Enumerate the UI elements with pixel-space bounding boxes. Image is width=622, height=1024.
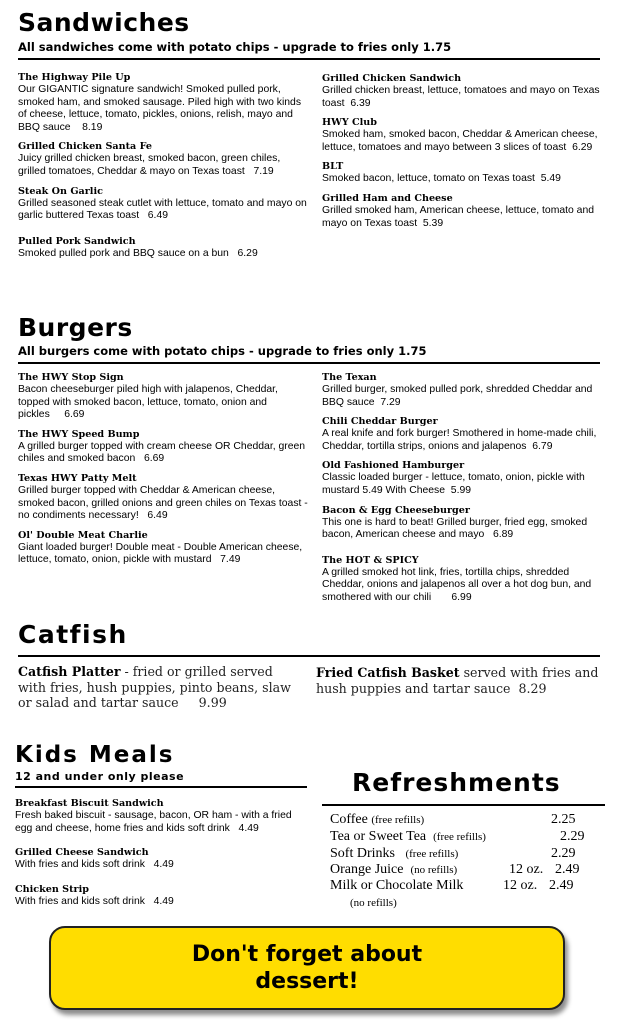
item-price: 8.19 bbox=[82, 121, 103, 133]
menu-item bbox=[18, 472, 308, 523]
item-desc: A real knife and fork burger! Smothered in home-made chili, Cheddar, tortilla strips, onions and jalapenos bbox=[322, 428, 597, 452]
catfish-platter bbox=[18, 664, 303, 711]
item-desc: Grilled smoked ham, American cheese, lettuce, tomato and mayo on Texas toast bbox=[322, 204, 595, 229]
refreshment-row bbox=[330, 812, 424, 828]
item-name: Texas HWY Patty Melt bbox=[18, 472, 137, 484]
item-name: Old Fashioned Hamburger bbox=[322, 460, 465, 472]
item-name: Breakfast Biscuit Sandwich bbox=[15, 798, 164, 809]
menu-item bbox=[322, 554, 607, 605]
refreshment-price: 2.49 bbox=[549, 878, 574, 893]
menu-item bbox=[18, 371, 308, 422]
item-desc: Smoked pulled pork and BBQ sauce on a bun bbox=[18, 247, 229, 259]
item-desc: A grilled smoked hot link, fries, tortilla chips, shredded Cheddar, onions and jalapenos all over a hot dog bun, and smothered with our chili bbox=[322, 566, 592, 603]
kids-divider bbox=[15, 786, 307, 788]
menu-item bbox=[15, 846, 307, 872]
burgers-title: Burgers bbox=[18, 313, 133, 342]
kids-subtitle: 12 and under only please bbox=[15, 770, 185, 783]
refreshment-size: 12 oz. bbox=[509, 862, 544, 877]
item-price: 6.89 bbox=[492, 529, 514, 541]
item-desc: Smoked bacon, lettuce, tomato on Texas toast bbox=[322, 173, 535, 185]
refreshment-row bbox=[330, 846, 458, 862]
item-name: Chicken Strip bbox=[15, 883, 89, 895]
menu-item bbox=[18, 140, 308, 178]
item-name: The Texan bbox=[322, 372, 377, 383]
menu-item bbox=[322, 160, 607, 186]
catfish-platter-price: 9.99 bbox=[198, 695, 227, 710]
dessert-banner bbox=[49, 926, 565, 1010]
item-name: Grilled Ham and Cheese bbox=[322, 192, 453, 204]
menu-item bbox=[322, 72, 607, 110]
item-desc: Our GIGANTIC signature sandwich! Smoked pulled pork, smoked ham, and smoked sausage. Piled high with two kinds of cheese, lettuce, tomato, pickles, onions, relish, mayo and BBQ sauce bbox=[18, 84, 302, 133]
item-price: 4.49 bbox=[153, 895, 174, 907]
refreshment-row bbox=[330, 829, 486, 845]
item-name: Grilled Chicken Santa Fe bbox=[18, 141, 152, 153]
item-price: 7.29 bbox=[380, 396, 401, 408]
item-price: 6.39 bbox=[350, 97, 371, 109]
item-price: 6.69 bbox=[143, 453, 165, 465]
refreshment-name: Coffee bbox=[330, 812, 368, 827]
catfish-divider bbox=[18, 655, 600, 657]
refreshment-price: 2.29 bbox=[560, 829, 585, 844]
burgers-subtitle: All burgers come with potato chips - upgrade to fries only 1.75 bbox=[18, 344, 427, 358]
item-desc: Grilled burger topped with Cheddar & American cheese, smoked bacon, grilled onions and green chiles on Texas toast - no condiments necessary! bbox=[18, 484, 308, 522]
kids-title: Kids Meals bbox=[15, 742, 175, 768]
item-desc: Grilled chicken breast, lettuce, tomatoes and mayo on Texas toast bbox=[322, 85, 600, 109]
sandwiches-subtitle: All sandwiches come with potato chips - upgrade to fries only 1.75 bbox=[18, 40, 452, 54]
item-name: Steak On Garlic bbox=[18, 185, 103, 197]
item-name: The HWY Stop Sign bbox=[18, 372, 124, 383]
item-desc: Fresh baked biscuit - sausage, bacon, OR ham - with a fried egg and cheese, home fries and kids soft drink bbox=[15, 810, 292, 834]
item-price: 4.49 bbox=[238, 822, 259, 834]
item-desc: With fries and kids soft drink bbox=[15, 859, 145, 871]
item-price: 6.79 bbox=[532, 440, 553, 452]
catfish-platter-name: Catfish Platter bbox=[18, 664, 121, 679]
refreshment-price: 2.29 bbox=[551, 846, 576, 861]
sandwiches-title: Sandwiches bbox=[18, 8, 190, 37]
item-price: 6.29 bbox=[237, 247, 258, 259]
item-desc: Grilled burger, smoked pulled pork, shredded Cheddar and BBQ sauce bbox=[322, 384, 593, 408]
menu-item bbox=[18, 185, 308, 223]
item-price: 7.19 bbox=[253, 165, 274, 177]
item-name: The HOT & SPICY bbox=[322, 554, 419, 566]
item-name: Chili Cheddar Burger bbox=[322, 416, 438, 428]
item-desc: Juicy grilled chicken breast, smoked bacon, green chiles, grilled tomatoes, Cheddar & mayo on Texas toast bbox=[18, 153, 281, 177]
item-name: BLT bbox=[322, 161, 344, 173]
banner-line-1: Don't forget about bbox=[191, 942, 423, 967]
refreshment-note: (free refills) bbox=[371, 814, 425, 826]
menu-item bbox=[322, 371, 607, 409]
sandwiches-divider bbox=[18, 58, 600, 60]
refreshment-name: Tea or Sweet Tea bbox=[330, 829, 427, 844]
refreshment-note: (no refills) bbox=[410, 864, 458, 876]
menu-item bbox=[18, 235, 308, 261]
item-desc: Grilled seasoned steak cutlet with lettuce, tomato and mayo on garlic buttered Texas toast bbox=[18, 197, 307, 222]
refreshment-name: Orange Juice bbox=[330, 862, 404, 877]
item-desc: Classic loaded burger - lettuce, tomato, onion, pickle with mustard 5.49 With Cheese bbox=[322, 472, 585, 496]
catfish-title: Catfish bbox=[18, 620, 128, 649]
refreshment-price: 2.49 bbox=[555, 862, 580, 877]
item-price: 4.49 bbox=[153, 859, 174, 871]
catfish-basket-name: Fried Catfish Basket bbox=[316, 665, 460, 680]
item-price: 6.69 bbox=[64, 409, 85, 421]
item-name: Pulled Pork Sandwich bbox=[18, 235, 136, 247]
catfish-basket-price: 8.29 bbox=[518, 680, 547, 696]
refreshments-divider bbox=[322, 804, 605, 806]
item-name: Grilled Chicken Sandwich bbox=[322, 73, 462, 84]
catfish-platter-desc: - fried or grilled served with fries, hush puppies, pinto beans, slaw or salad and tartar sauce bbox=[18, 664, 291, 710]
menu-item bbox=[18, 71, 308, 134]
item-desc: This one is hard to beat! Grilled burger, fried egg, smoked bacon, American cheese and mayo bbox=[322, 516, 588, 541]
item-name: Ol' Double Meat Charlie bbox=[18, 529, 148, 541]
item-price: 6.49 bbox=[147, 510, 168, 522]
item-price: 7.49 bbox=[220, 554, 241, 566]
menu-item bbox=[18, 428, 308, 466]
refreshment-row bbox=[330, 862, 457, 878]
refreshment-name: Milk or Chocolate Milk bbox=[330, 878, 464, 893]
kids-column bbox=[15, 797, 307, 914]
refreshment-row bbox=[330, 878, 463, 894]
refreshment-price: 2.25 bbox=[551, 812, 576, 827]
catfish-basket bbox=[316, 665, 606, 696]
catfish-basket-desc: served with fries and hush puppies and tartar sauce bbox=[316, 665, 599, 696]
item-name: Grilled Cheese Sandwich bbox=[15, 847, 149, 859]
refreshments-footnote: (no refills) bbox=[350, 897, 397, 909]
refreshment-name: Soft Drinks bbox=[330, 846, 395, 861]
menu-item bbox=[18, 529, 308, 567]
item-price: 5.39 bbox=[422, 217, 444, 229]
item-desc: A grilled burger topped with cream cheese OR Cheddar, green chiles and smoked bacon bbox=[18, 440, 306, 465]
item-name: HWY Club bbox=[322, 117, 377, 129]
item-price: 5.49 bbox=[540, 173, 561, 185]
banner-line-2: dessert! bbox=[255, 969, 359, 994]
item-name: The HWY Speed Bump bbox=[18, 428, 140, 440]
refreshment-size: 12 oz. bbox=[503, 878, 538, 893]
item-desc: Smoked ham, smoked bacon, Cheddar & American cheese, lettuce, tomatoes and mayo between 3 slices of toast bbox=[322, 129, 598, 153]
item-price: 6.29 bbox=[572, 141, 593, 153]
item-price: 5.99 bbox=[450, 484, 472, 496]
menu-item bbox=[322, 504, 607, 542]
item-name: The Highway Pile Up bbox=[18, 72, 131, 83]
sandwiches-left-column bbox=[18, 71, 308, 266]
menu-item bbox=[322, 459, 607, 497]
item-desc: Giant loaded burger! Double meat - Double American cheese, lettuce, tomato, onion, pickle with mustard bbox=[18, 541, 303, 566]
menu-item bbox=[15, 883, 307, 909]
burgers-left-column bbox=[18, 371, 308, 573]
burgers-right-column bbox=[322, 371, 607, 611]
refreshments-title: Refreshments bbox=[352, 768, 561, 797]
menu-item bbox=[15, 797, 307, 835]
menu-item bbox=[322, 415, 607, 453]
item-name: Bacon & Egg Cheeseburger bbox=[322, 504, 470, 516]
menu-item bbox=[322, 116, 607, 154]
refreshment-note: (free refills) bbox=[405, 848, 459, 860]
menu-item bbox=[322, 192, 607, 230]
burgers-divider bbox=[18, 362, 600, 364]
item-desc: Bacon cheeseburger piled high with jalapenos, Cheddar, topped with smoked bacon, lettuce, tomato, onion and pickles bbox=[18, 384, 278, 421]
item-price: 6.99 bbox=[451, 591, 472, 603]
refreshment-note: (free refills) bbox=[433, 831, 486, 843]
item-desc: With fries and kids soft drink bbox=[15, 895, 145, 907]
item-price: 6.49 bbox=[147, 210, 169, 222]
sandwiches-right-column bbox=[322, 72, 607, 236]
